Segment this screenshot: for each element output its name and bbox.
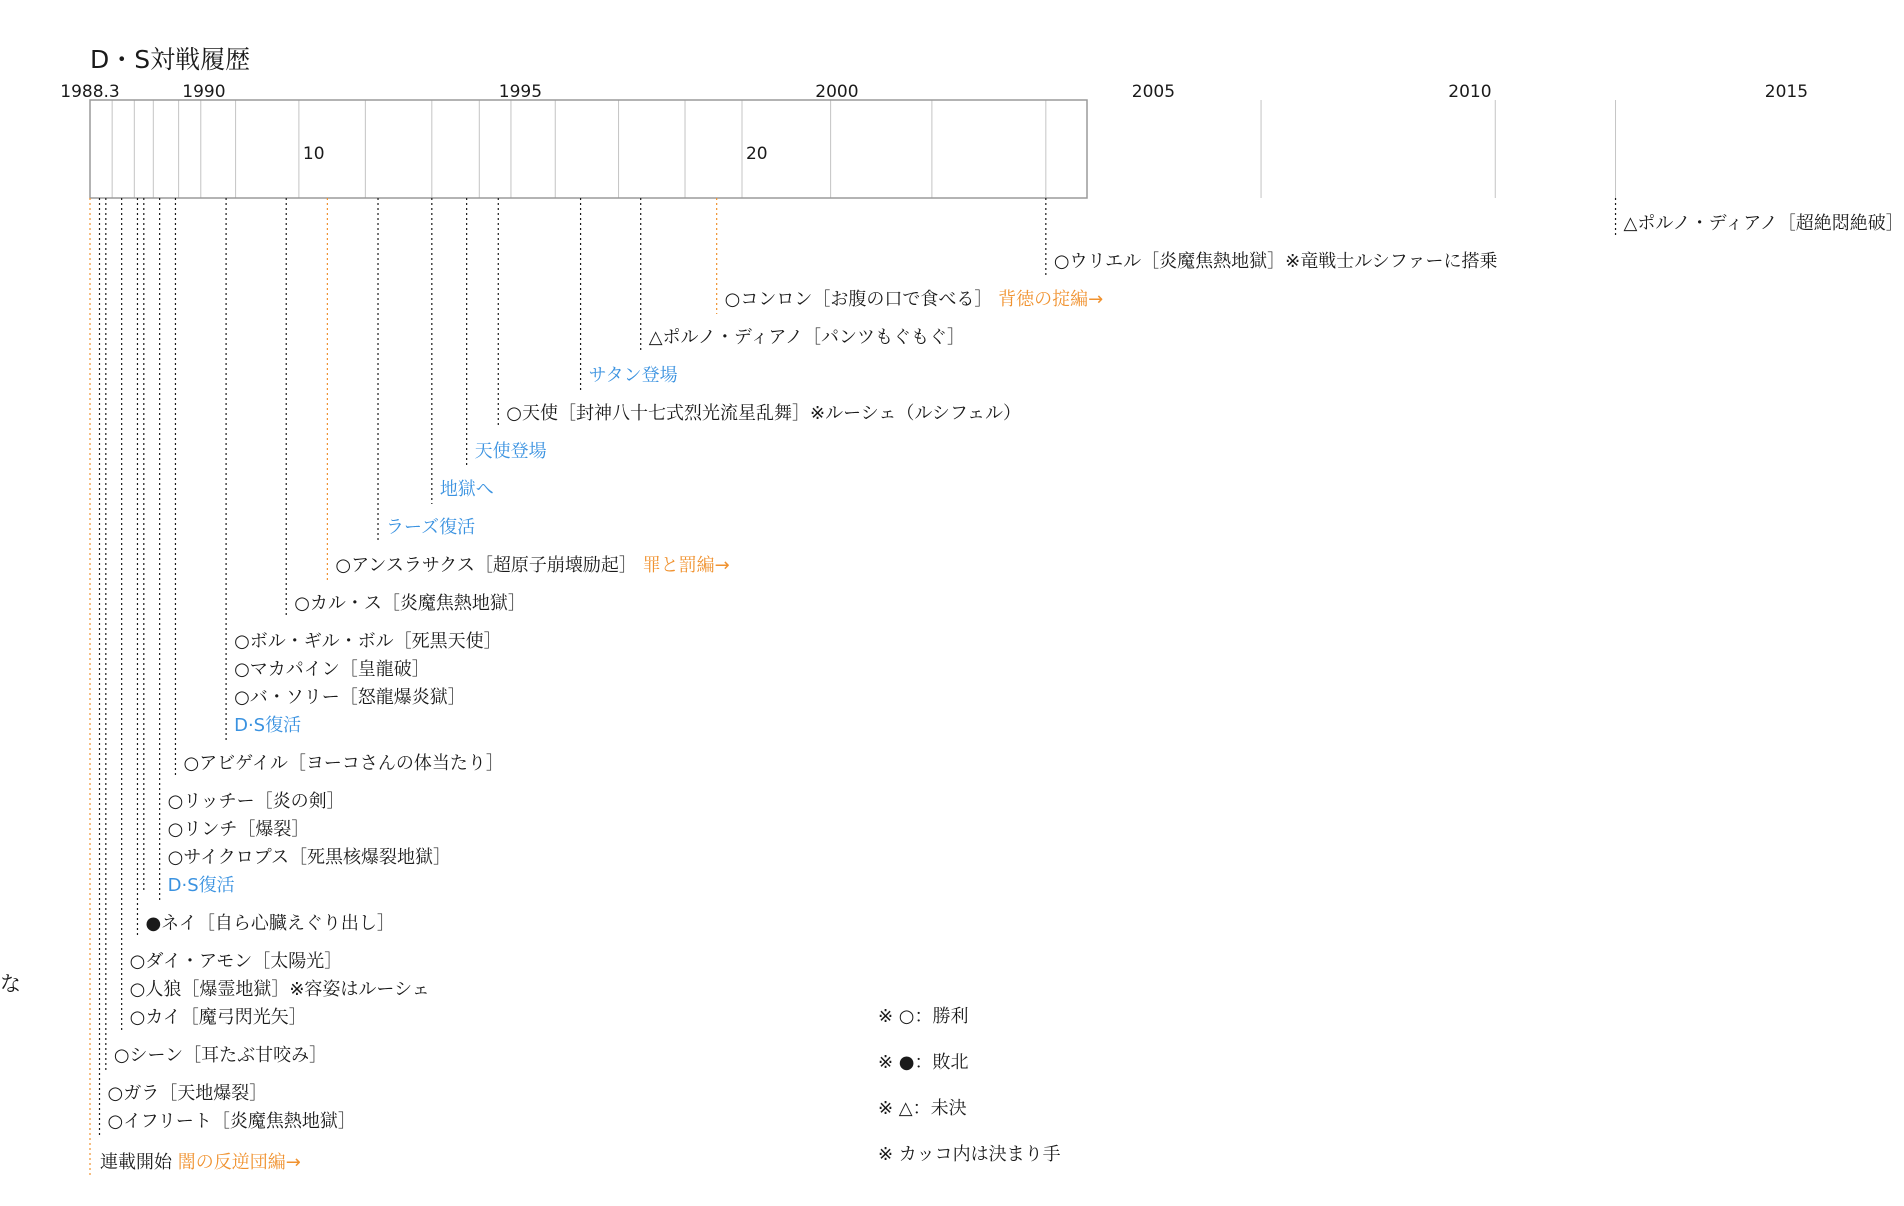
event-line bbox=[168, 872, 451, 900]
battle-record: ○カイ［魔弓閃光矢］ bbox=[129, 1007, 307, 1028]
event-line bbox=[294, 590, 526, 618]
event-line bbox=[130, 1004, 430, 1032]
footer-arc-link[interactable]: 闇の反逆団編→ bbox=[177, 1152, 301, 1173]
event-line bbox=[649, 324, 965, 352]
story-milestone: 地獄へ bbox=[439, 479, 494, 500]
event-entry bbox=[114, 1042, 327, 1070]
event-line bbox=[234, 684, 502, 712]
story-milestone: D·S復活 bbox=[234, 715, 302, 736]
event-entry bbox=[506, 400, 1021, 428]
event-line bbox=[168, 816, 451, 844]
story-milestone: サタン登場 bbox=[588, 365, 678, 386]
legend-finishing-move: ※ カッコ内は決まり手 bbox=[878, 1144, 1061, 1165]
event-line bbox=[168, 844, 451, 872]
battle-record: ○バ・ソリー［怒龍爆炎獄］ bbox=[234, 687, 466, 708]
battle-record: ○サイクロプス［死黒核爆裂地獄］ bbox=[167, 847, 451, 868]
year-tick-label: 1988.3 bbox=[60, 82, 120, 102]
event-entry bbox=[183, 750, 503, 778]
year-tick-label: 2005 bbox=[1131, 82, 1176, 102]
event-entry bbox=[589, 362, 678, 390]
event-line bbox=[475, 438, 547, 466]
battle-record: ○天使［封神八十七式烈光流星乱舞］※ルーシェ（ルシフェル） bbox=[506, 403, 1021, 424]
battle-record: ○リッチー［炎の剣］ bbox=[167, 791, 345, 812]
battle-record: ●ネイ［自ら心臓えぐり出し］ bbox=[145, 913, 395, 934]
year-tick-label: 2015 bbox=[1764, 82, 1809, 102]
event-line bbox=[114, 1042, 327, 1070]
battle-record: ○アンスラサクス［超原子崩壊励起］ bbox=[335, 555, 643, 576]
year-tick-label: 1990 bbox=[182, 82, 226, 102]
event-entry bbox=[130, 948, 430, 1032]
battle-record: ○マカパイン［皇龍破］ bbox=[234, 659, 430, 680]
year-tick-label: 2000 bbox=[815, 82, 859, 102]
year-tick-label: 1995 bbox=[498, 82, 543, 102]
event-entry bbox=[335, 552, 729, 580]
event-line bbox=[183, 750, 503, 778]
event-line bbox=[234, 656, 502, 684]
battle-record: △ポルノ・ディアノ［超絶悶絶破］ bbox=[1623, 213, 1904, 234]
battle-record: ○人狼［爆霊地獄］※容姿はルーシェ bbox=[129, 979, 430, 1000]
event-entry bbox=[145, 910, 394, 938]
event-entry bbox=[294, 590, 526, 618]
volume-label: 10 bbox=[302, 144, 325, 164]
event-line bbox=[440, 476, 494, 504]
event-line bbox=[130, 948, 430, 976]
battle-record: ○ボル・ギル・ボル［死黒天使］ bbox=[234, 631, 502, 652]
cut-off-text: な bbox=[0, 972, 21, 996]
event-entry bbox=[649, 324, 965, 352]
story-milestone: 天使登場 bbox=[474, 441, 547, 462]
battle-record: ○シーン［耳たぶ甘咬み］ bbox=[113, 1045, 328, 1066]
battle-record: ○コンロン［お腹の口で食べる］ bbox=[724, 289, 999, 310]
event-line bbox=[386, 514, 475, 542]
year-tick-label: 2010 bbox=[1448, 82, 1492, 102]
footer-start-note bbox=[100, 1148, 301, 1174]
battle-record: ○ガラ［天地爆裂］ bbox=[107, 1083, 268, 1104]
event-entry bbox=[1054, 248, 1498, 276]
legend-undecided: ※ △：未決 bbox=[878, 1098, 967, 1119]
event-entry bbox=[234, 628, 502, 740]
timeline-band bbox=[90, 100, 1087, 198]
event-line bbox=[725, 286, 1104, 314]
event-entry bbox=[440, 476, 494, 504]
event-line bbox=[234, 628, 502, 656]
story-arc-link[interactable]: 罪と罰編→ bbox=[642, 555, 730, 576]
legend-win: ※ ○：勝利 bbox=[878, 1006, 969, 1027]
event-line bbox=[234, 712, 502, 740]
event-entry bbox=[725, 286, 1104, 314]
battle-record: △ポルノ・ディアノ［パンツもぐもぐ］ bbox=[648, 327, 965, 348]
event-line bbox=[107, 1108, 355, 1136]
legend-loss: ※ ●：敗北 bbox=[878, 1052, 969, 1073]
page-title: D・S対戦履歴 bbox=[90, 45, 251, 74]
event-entry bbox=[386, 514, 475, 542]
event-entry bbox=[107, 1080, 355, 1136]
event-line bbox=[130, 976, 430, 1004]
battle-record: ○イフリート［炎魔焦熱地獄］ bbox=[107, 1111, 356, 1132]
event-entry bbox=[475, 438, 547, 466]
battle-record: ○ダイ・アモン［太陽光］ bbox=[129, 951, 343, 972]
event-line bbox=[1054, 248, 1498, 276]
story-arc-link[interactable]: 背徳の掟編→ bbox=[998, 289, 1104, 310]
event-line bbox=[1624, 210, 1904, 238]
event-line bbox=[145, 910, 394, 938]
event-line bbox=[335, 552, 729, 580]
volume-label: 20 bbox=[745, 144, 768, 164]
event-entry bbox=[168, 788, 451, 900]
battle-record: ○カル・ス［炎魔焦熱地獄］ bbox=[294, 593, 526, 614]
event-entry bbox=[1624, 210, 1904, 238]
event-line bbox=[589, 362, 678, 390]
footer-prefix: 連載開始 bbox=[100, 1152, 178, 1173]
battle-record: ○リンチ［爆裂］ bbox=[167, 819, 310, 840]
battle-record: ○アビゲイル［ヨーコさんの体当たり］ bbox=[183, 753, 504, 774]
event-line bbox=[168, 788, 451, 816]
event-line bbox=[107, 1080, 355, 1108]
story-milestone: ラーズ復活 bbox=[386, 517, 476, 538]
event-line bbox=[506, 400, 1021, 428]
battle-record: ○ウリエル［炎魔焦熱地獄］※竜戦士ルシファーに搭乗 bbox=[1053, 251, 1498, 272]
story-milestone: D·S復活 bbox=[167, 875, 235, 896]
